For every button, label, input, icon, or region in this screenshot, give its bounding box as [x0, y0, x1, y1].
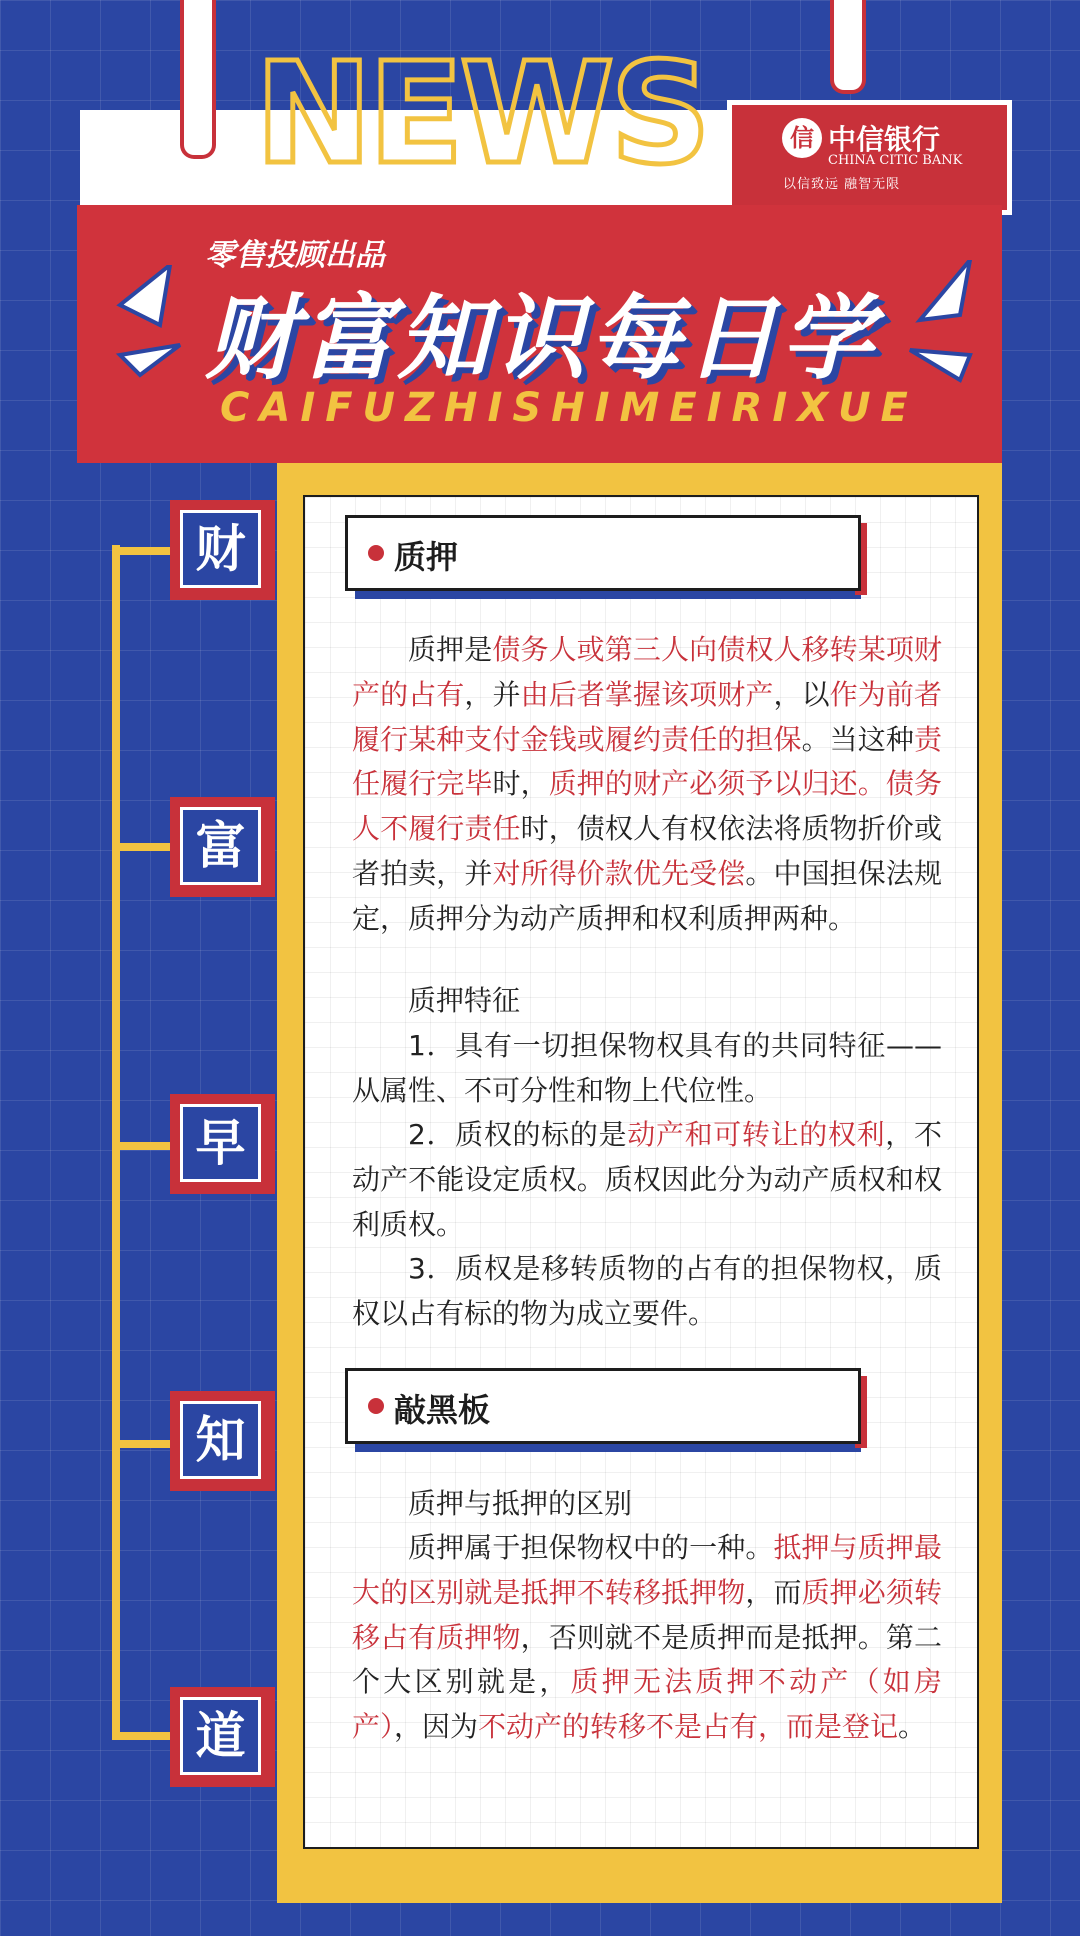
- body-text: 质押是: [408, 633, 493, 666]
- body-text: 质押属于担保物权中的一种。: [408, 1531, 774, 1564]
- producer-label: 零售投顾出品: [205, 238, 385, 273]
- hanging-strip-left: [180, 0, 216, 159]
- body-text: 2．质权的标的是: [408, 1118, 628, 1151]
- highlighted-text: 作为前者履行某种支付金钱或履约责任的担保: [352, 677, 942, 756]
- news-label: NEWS: [255, 33, 708, 196]
- highlighted-text: 债务人或第三人向债权人移转某项财产的占有: [352, 633, 942, 711]
- body-text: ，并: [464, 677, 521, 711]
- timeline-char-box: [170, 797, 275, 897]
- timeline-char-box: [170, 1687, 275, 1787]
- section-title: 质押: [394, 538, 459, 576]
- timeline-char: 道: [180, 1697, 261, 1775]
- bank-name: 中信银行: [828, 123, 941, 156]
- highlighted-text: 动产和可转让的权利: [627, 1118, 886, 1151]
- hanging-strip-right: [830, 0, 866, 94]
- body-text: 时，债权人有权依法将质物折价或者拍卖，并: [352, 812, 942, 890]
- bank-english-name: CHINA CITIC BANK: [828, 153, 963, 168]
- timeline-char-box: [170, 500, 275, 600]
- highlighted-text: 由后者掌握该项财产: [520, 677, 774, 711]
- body-text: ，因为: [394, 1710, 479, 1744]
- body-text: ，以: [773, 677, 830, 711]
- body-text: 质押特征: [408, 984, 521, 1017]
- timeline-char-box: [170, 1094, 275, 1194]
- timeline-char: 知: [180, 1401, 261, 1479]
- highlighted-text: 质押的财产必须予以归还。债务人不履行责任: [352, 767, 942, 846]
- section2-paragraph: [352, 1526, 942, 1750]
- highlighted-text: 质押必须转移占有质押物: [352, 1575, 942, 1654]
- body-text: 时，: [492, 767, 549, 801]
- body-text: 。中国担保法规定，质押分为动产质押和权利质押两种。: [352, 856, 942, 935]
- bullet-dot-icon: [368, 545, 384, 561]
- body-text: 。: [898, 1710, 927, 1744]
- left-spark-icon: [110, 265, 190, 385]
- section1-paragraph: [352, 628, 942, 942]
- timeline-char: 富: [180, 807, 261, 885]
- highlighted-text: 对所得价款优先受偿: [492, 856, 746, 890]
- bullet-dot-icon: [368, 1398, 384, 1414]
- section1-paragraph: [352, 1247, 942, 1337]
- bank-slogan: 以信致远 融智无限: [783, 177, 901, 192]
- page-title: 财富知识每日学: [205, 285, 878, 392]
- highlighted-text: 质押无法质押不动产（如房产）: [352, 1665, 942, 1744]
- section-header-pledge: [345, 515, 860, 593]
- highlighted-text: 责任履行完毕: [352, 722, 942, 801]
- highlighted-text: 不动产的转移不是占有，而是登记: [478, 1710, 899, 1744]
- section-title: 敲黑板: [394, 1391, 491, 1429]
- timeline-char-box: [170, 1391, 275, 1491]
- body-text: 。当这种: [801, 722, 914, 756]
- timeline-char: 早: [180, 1104, 261, 1182]
- section2-paragraph: [352, 1482, 942, 1527]
- body-text: 1．具有一切担保物权具有的共同特征——从属性、不可分性和物上代位性。: [352, 1029, 942, 1107]
- right-spark-icon: [900, 260, 980, 385]
- section1-paragraph: [352, 1113, 942, 1247]
- body-text: ，而: [745, 1575, 802, 1609]
- highlighted-text: 抵押与质押最大的区别就是抵押不转移抵押物: [352, 1531, 942, 1609]
- body-text: ，不动产不能设定质权。质权因此分为动产质权和权利质权。: [352, 1118, 942, 1241]
- section1-paragraph: [352, 979, 942, 1024]
- title-pinyin: CAIFUZHISHIMEIRIXUE: [220, 385, 918, 431]
- body-text: 质押与抵押的区别: [408, 1487, 633, 1520]
- body-text: 3．质权是移转质物的占有的担保物权，质权以占有标的物为成立要件。: [352, 1252, 942, 1330]
- timeline-char: 财: [180, 510, 261, 588]
- section1-paragraph: [352, 1024, 942, 1114]
- section-header-key-point: [345, 1368, 860, 1446]
- citic-logo-icon: 信: [782, 118, 822, 158]
- body-text: ，否则就不是质押而是抵押。第二个大区别就是，: [352, 1620, 942, 1699]
